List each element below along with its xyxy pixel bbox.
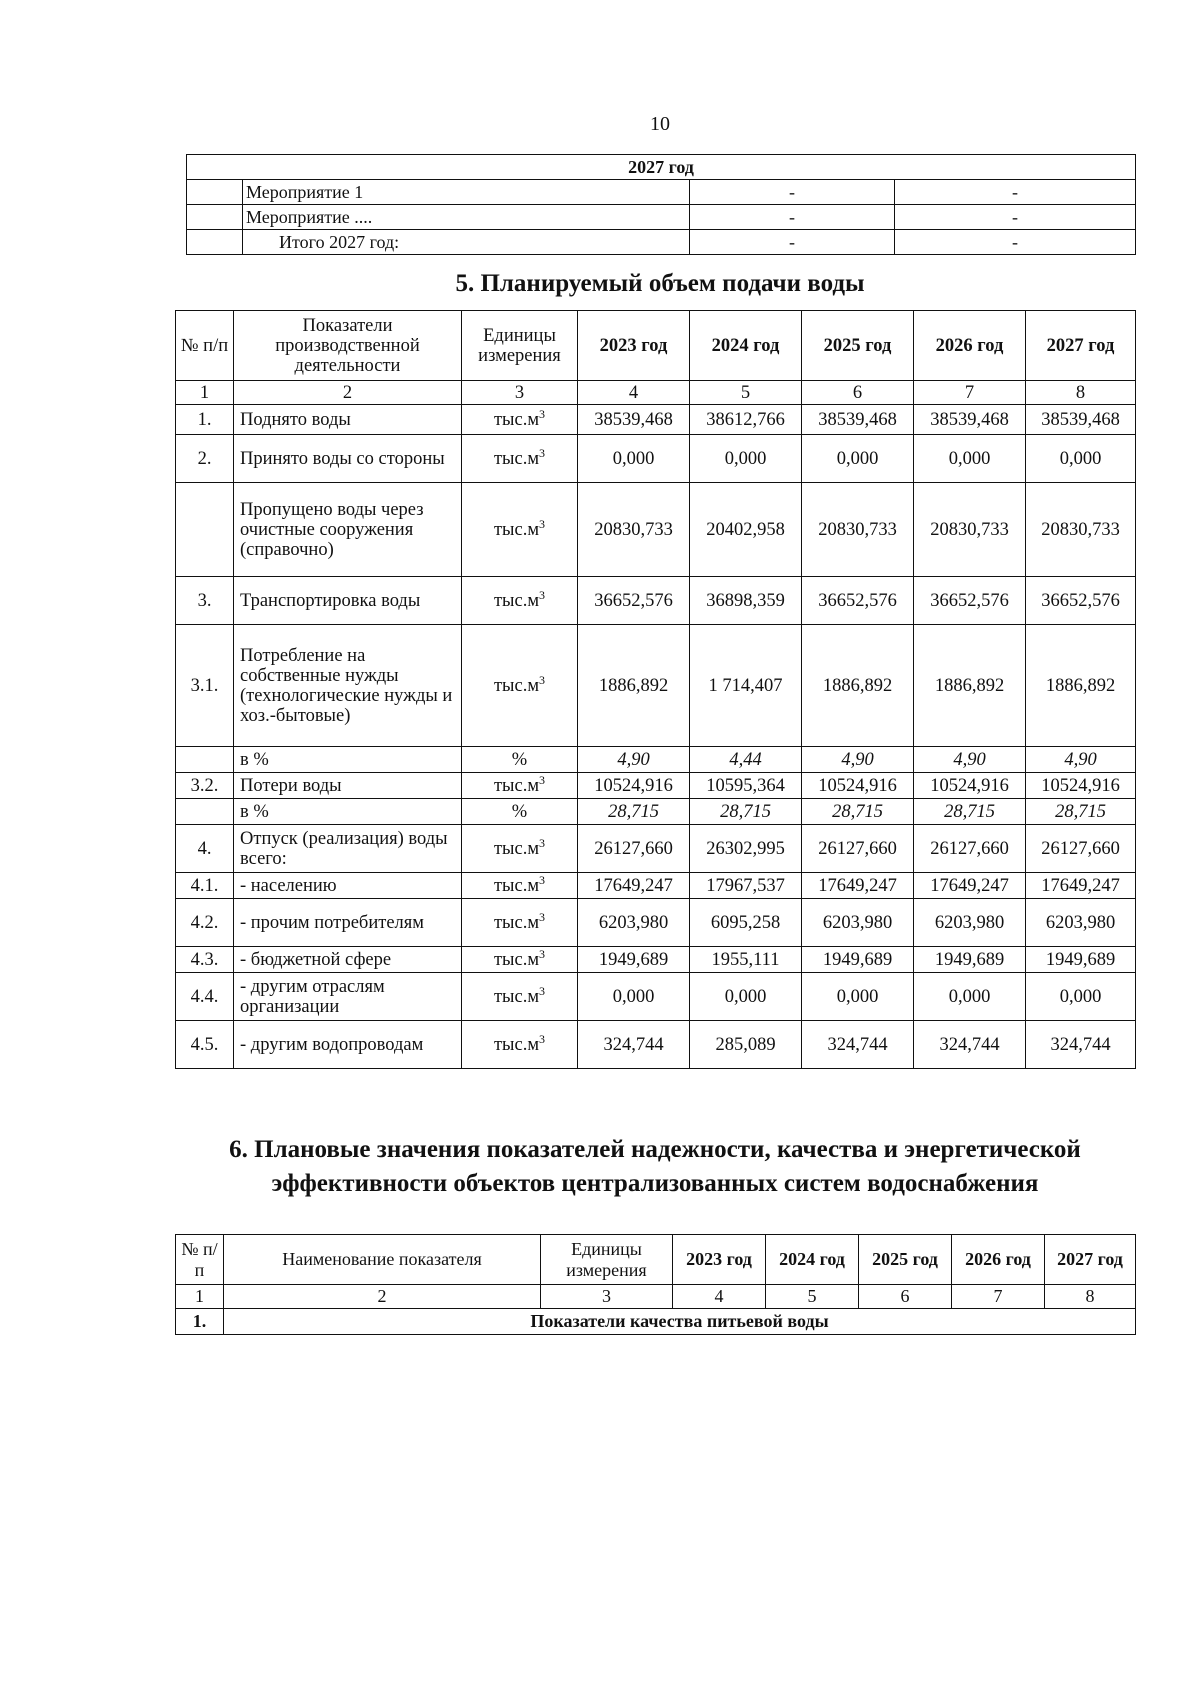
value-2027: 10524,916 bbox=[1026, 773, 1136, 799]
value-2023: 6203,980 bbox=[578, 899, 690, 947]
value-2026: 324,744 bbox=[914, 1021, 1026, 1069]
row-number: 4.3. bbox=[176, 947, 234, 973]
value-2026: 17649,247 bbox=[914, 873, 1026, 899]
measure-total: Итого 2027 год: bbox=[243, 230, 690, 255]
year-header: 2027 год bbox=[187, 155, 1136, 180]
table-2027-measures bbox=[186, 154, 1136, 255]
unit-cell bbox=[462, 577, 578, 625]
unit-superscript: 3 bbox=[539, 946, 546, 961]
indicator-name: в % bbox=[234, 799, 462, 825]
value-2024: 0,000 bbox=[690, 435, 802, 483]
table-row bbox=[176, 405, 1136, 435]
unit-cell bbox=[462, 435, 578, 483]
value-2027: 26127,660 bbox=[1026, 825, 1136, 873]
section-6-title: 6. Плановые значения показателей надежности, качества и энергетической эффективности объектов централизованных систем водоснабжения bbox=[229, 1136, 1081, 1197]
value-2025: 0,000 bbox=[802, 973, 914, 1021]
table-row bbox=[176, 1021, 1136, 1069]
value-2025: 4,90 bbox=[802, 747, 914, 773]
value-2026: 28,715 bbox=[914, 799, 1026, 825]
value-2024: 20402,958 bbox=[690, 483, 802, 577]
unit-text: тыс.м bbox=[493, 675, 540, 696]
unit-cell bbox=[462, 405, 578, 435]
row-number: 4. bbox=[176, 825, 234, 873]
indicator-name: в % bbox=[234, 747, 462, 773]
header-num: № п/п bbox=[176, 1235, 224, 1285]
indicator-name: Пропущено воды через очистные сооружения (справочно) bbox=[234, 483, 462, 577]
group-num: 1. bbox=[176, 1309, 224, 1335]
unit-cell bbox=[462, 825, 578, 873]
unit-superscript: 3 bbox=[539, 909, 546, 924]
measure-value: - bbox=[895, 230, 1136, 255]
value-2025: 6203,980 bbox=[802, 899, 914, 947]
measure-value: - bbox=[690, 205, 895, 230]
row-number: 1. bbox=[176, 405, 234, 435]
group-label: Показатели качества питьевой воды bbox=[224, 1309, 1136, 1335]
indicator-name: Потребление на собственные нужды (технологические нужды и хоз.-бытовые) bbox=[234, 625, 462, 747]
indicator-name: Потери воды bbox=[234, 773, 462, 799]
value-2026: 38539,468 bbox=[914, 405, 1026, 435]
table-row bbox=[176, 799, 1136, 825]
value-2025: 38539,468 bbox=[802, 405, 914, 435]
value-2024: 1955,111 bbox=[690, 947, 802, 973]
measure-value: - bbox=[895, 180, 1136, 205]
value-2023: 10524,916 bbox=[578, 773, 690, 799]
header-2024: 2024 год bbox=[766, 1235, 859, 1285]
unit-text: тыс.м bbox=[493, 1034, 540, 1055]
row-number: 4.2. bbox=[176, 899, 234, 947]
value-2024: 0,000 bbox=[690, 973, 802, 1021]
value-2026: 0,000 bbox=[914, 973, 1026, 1021]
header-2026: 2026 год bbox=[914, 311, 1026, 381]
unit-cell bbox=[462, 747, 578, 773]
value-2023: 1886,892 bbox=[578, 625, 690, 747]
header-2027: 2027 год bbox=[1026, 311, 1136, 381]
unit-cell bbox=[462, 483, 578, 577]
indicator-name: Принято воды со стороны bbox=[234, 435, 462, 483]
header-2023: 2023 год bbox=[578, 311, 690, 381]
table-row bbox=[176, 773, 1136, 799]
measure-value: - bbox=[690, 230, 895, 255]
unit-cell bbox=[462, 799, 578, 825]
value-2025: 10524,916 bbox=[802, 773, 914, 799]
header-units: Единицы измерения bbox=[462, 311, 578, 381]
measure-name: Мероприятие 1 bbox=[243, 180, 690, 205]
indicator-name: - прочим потребителям bbox=[234, 899, 462, 947]
value-2025: 26127,660 bbox=[802, 825, 914, 873]
value-2024: 36898,359 bbox=[690, 577, 802, 625]
value-2026: 26127,660 bbox=[914, 825, 1026, 873]
unit-superscript: 3 bbox=[539, 587, 546, 602]
unit-superscript: 3 bbox=[539, 672, 546, 687]
value-2027: 1886,892 bbox=[1026, 625, 1136, 747]
value-2027: 36652,576 bbox=[1026, 577, 1136, 625]
col-number: 6 bbox=[802, 381, 914, 405]
table-row bbox=[176, 625, 1136, 747]
col-number: 5 bbox=[690, 381, 802, 405]
value-2026: 1886,892 bbox=[914, 625, 1026, 747]
table-row bbox=[187, 230, 1136, 255]
unit-superscript: 3 bbox=[539, 445, 546, 460]
value-2027: 324,744 bbox=[1026, 1021, 1136, 1069]
unit-text: тыс.м bbox=[493, 986, 540, 1007]
row-number: 4.4. bbox=[176, 973, 234, 1021]
unit-superscript: 3 bbox=[539, 872, 546, 887]
unit-text: тыс.м bbox=[493, 949, 540, 970]
value-2023: 0,000 bbox=[578, 435, 690, 483]
value-2023: 1949,689 bbox=[578, 947, 690, 973]
unit-text: % bbox=[511, 801, 528, 822]
indicator-name: Транспортировка воды bbox=[234, 577, 462, 625]
row-number: 3.1. bbox=[176, 625, 234, 747]
col-number: 4 bbox=[578, 381, 690, 405]
col-number: 7 bbox=[914, 381, 1026, 405]
unit-text: тыс.м bbox=[493, 519, 540, 540]
indicator-name: - другим водопроводам bbox=[234, 1021, 462, 1069]
unit-cell bbox=[462, 625, 578, 747]
unit-text: тыс.м bbox=[493, 912, 540, 933]
unit-text: тыс.м bbox=[493, 590, 540, 611]
value-2023: 38539,468 bbox=[578, 405, 690, 435]
header-2025: 2025 год bbox=[859, 1235, 952, 1285]
table-row bbox=[176, 483, 1136, 577]
unit-superscript: 3 bbox=[539, 835, 546, 850]
water-supply-volume-table bbox=[175, 310, 1136, 1069]
unit-cell bbox=[462, 973, 578, 1021]
value-2024: 285,089 bbox=[690, 1021, 802, 1069]
value-2025: 20830,733 bbox=[802, 483, 914, 577]
reliability-indicators-table bbox=[175, 1234, 1136, 1335]
indicator-name: - другим отраслям организации bbox=[234, 973, 462, 1021]
unit-text: тыс.м bbox=[493, 775, 540, 796]
col-number: 8 bbox=[1045, 1285, 1136, 1309]
col-number: 7 bbox=[952, 1285, 1045, 1309]
table-row bbox=[176, 825, 1136, 873]
value-2025: 36652,576 bbox=[802, 577, 914, 625]
value-2024: 6095,258 bbox=[690, 899, 802, 947]
table-row bbox=[176, 947, 1136, 973]
value-2024: 26302,995 bbox=[690, 825, 802, 873]
value-2026: 36652,576 bbox=[914, 577, 1026, 625]
row-number: 4.1. bbox=[176, 873, 234, 899]
unit-cell bbox=[462, 1021, 578, 1069]
value-2027: 4,90 bbox=[1026, 747, 1136, 773]
col-number: 3 bbox=[462, 381, 578, 405]
unit-superscript: 3 bbox=[539, 516, 546, 531]
value-2023: 20830,733 bbox=[578, 483, 690, 577]
group-row bbox=[176, 1309, 1136, 1335]
value-2024: 38612,766 bbox=[690, 405, 802, 435]
value-2025: 324,744 bbox=[802, 1021, 914, 1069]
value-2023: 36652,576 bbox=[578, 577, 690, 625]
value-2023: 17649,247 bbox=[578, 873, 690, 899]
table-row bbox=[176, 747, 1136, 773]
value-2024: 17967,537 bbox=[690, 873, 802, 899]
table-row bbox=[176, 577, 1136, 625]
header-2026: 2026 год bbox=[952, 1235, 1045, 1285]
table-row bbox=[176, 973, 1136, 1021]
indicator-name: - населению bbox=[234, 873, 462, 899]
value-2023: 4,90 bbox=[578, 747, 690, 773]
value-2026: 6203,980 bbox=[914, 899, 1026, 947]
unit-superscript: 3 bbox=[539, 406, 546, 421]
row-number bbox=[176, 483, 234, 577]
table-row bbox=[187, 205, 1136, 230]
indicator-name: Отпуск (реализация) воды всего: bbox=[234, 825, 462, 873]
value-2027: 6203,980 bbox=[1026, 899, 1136, 947]
value-2024: 1 714,407 bbox=[690, 625, 802, 747]
table-header-row bbox=[176, 1235, 1136, 1285]
unit-text: тыс.м bbox=[493, 838, 540, 859]
value-2027: 0,000 bbox=[1026, 973, 1136, 1021]
col-number: 8 bbox=[1026, 381, 1136, 405]
value-2027: 17649,247 bbox=[1026, 873, 1136, 899]
unit-text: % bbox=[511, 749, 528, 770]
col-number: 6 bbox=[859, 1285, 952, 1309]
table-header-row bbox=[176, 311, 1136, 381]
unit-text: тыс.м bbox=[493, 409, 540, 430]
indicator-name: Поднято воды bbox=[234, 405, 462, 435]
value-2026: 0,000 bbox=[914, 435, 1026, 483]
value-2024: 28,715 bbox=[690, 799, 802, 825]
value-2027: 28,715 bbox=[1026, 799, 1136, 825]
unit-cell bbox=[462, 899, 578, 947]
unit-superscript: 3 bbox=[539, 983, 546, 998]
value-2027: 0,000 bbox=[1026, 435, 1136, 483]
unit-text: тыс.м bbox=[493, 875, 540, 896]
table-row bbox=[187, 180, 1136, 205]
value-2025: 1949,689 bbox=[802, 947, 914, 973]
row-number bbox=[176, 799, 234, 825]
header-2023: 2023 год bbox=[673, 1235, 766, 1285]
header-num: № п/п bbox=[176, 311, 234, 381]
col-number: 3 bbox=[541, 1285, 673, 1309]
unit-cell bbox=[462, 773, 578, 799]
value-2026: 1949,689 bbox=[914, 947, 1026, 973]
indicator-name: - бюджетной сфере bbox=[234, 947, 462, 973]
value-2025: 0,000 bbox=[802, 435, 914, 483]
column-number-row bbox=[176, 381, 1136, 405]
header-2027: 2027 год bbox=[1045, 1235, 1136, 1285]
row-number: 2. bbox=[176, 435, 234, 483]
header-indicator: Показатели производственной деятельности bbox=[234, 311, 462, 381]
row-number: 3. bbox=[176, 577, 234, 625]
column-number-row bbox=[176, 1285, 1136, 1309]
header-indicator: Наименование показателя bbox=[224, 1235, 541, 1285]
value-2027: 1949,689 bbox=[1026, 947, 1136, 973]
value-2023: 324,744 bbox=[578, 1021, 690, 1069]
col-number: 4 bbox=[673, 1285, 766, 1309]
col-number: 1 bbox=[176, 381, 234, 405]
col-number: 2 bbox=[224, 1285, 541, 1309]
value-2023: 28,715 bbox=[578, 799, 690, 825]
value-2023: 0,000 bbox=[578, 973, 690, 1021]
value-2026: 4,90 bbox=[914, 747, 1026, 773]
table-row bbox=[176, 899, 1136, 947]
value-2025: 28,715 bbox=[802, 799, 914, 825]
unit-cell bbox=[462, 873, 578, 899]
unit-text: тыс.м bbox=[493, 448, 540, 469]
header-2025: 2025 год bbox=[802, 311, 914, 381]
measure-name: Мероприятие .... bbox=[243, 205, 690, 230]
value-2026: 20830,733 bbox=[914, 483, 1026, 577]
value-2027: 38539,468 bbox=[1026, 405, 1136, 435]
value-2023: 26127,660 bbox=[578, 825, 690, 873]
row-number bbox=[176, 747, 234, 773]
table-body bbox=[176, 405, 1136, 1069]
header-2024: 2024 год bbox=[690, 311, 802, 381]
table-row bbox=[176, 435, 1136, 483]
unit-superscript: 3 bbox=[539, 1031, 546, 1046]
col-number: 2 bbox=[234, 381, 462, 405]
section-5-title: 5. Планируемый объем подачи воды bbox=[455, 270, 865, 297]
header-units: Единицы измерения bbox=[541, 1235, 673, 1285]
value-2026: 10524,916 bbox=[914, 773, 1026, 799]
value-2027: 20830,733 bbox=[1026, 483, 1136, 577]
col-number: 5 bbox=[766, 1285, 859, 1309]
page-number: 10 bbox=[650, 113, 670, 135]
value-2025: 17649,247 bbox=[802, 873, 914, 899]
unit-superscript: 3 bbox=[539, 772, 546, 787]
value-2024: 4,44 bbox=[690, 747, 802, 773]
value-2024: 10595,364 bbox=[690, 773, 802, 799]
row-number: 3.2. bbox=[176, 773, 234, 799]
row-number: 4.5. bbox=[176, 1021, 234, 1069]
unit-cell bbox=[462, 947, 578, 973]
col-number: 1 bbox=[176, 1285, 224, 1309]
value-2025: 1886,892 bbox=[802, 625, 914, 747]
measure-value: - bbox=[895, 205, 1136, 230]
table-row bbox=[176, 873, 1136, 899]
measure-value: - bbox=[690, 180, 895, 205]
